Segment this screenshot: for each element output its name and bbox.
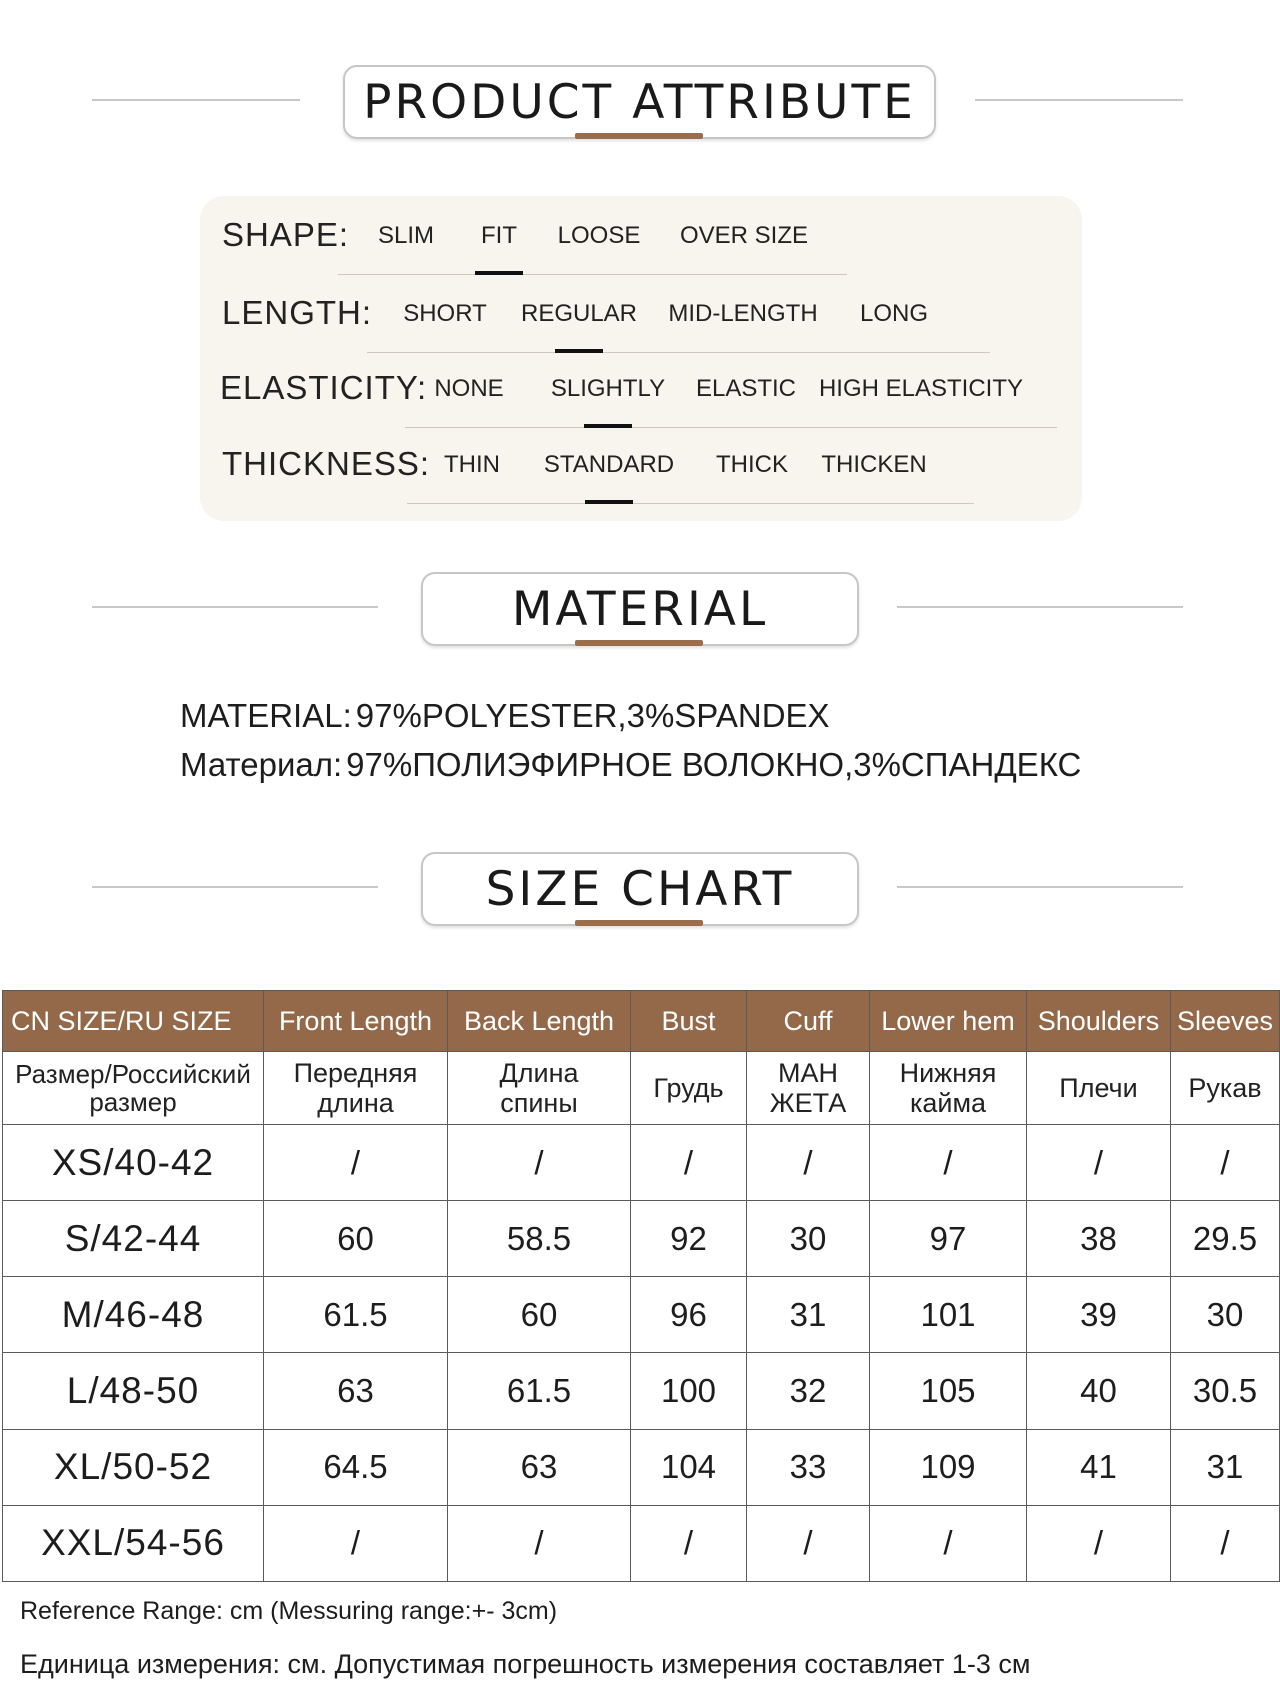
measurement-cell: / <box>870 1505 1027 1581</box>
column-header: CN SIZE/RU SIZE <box>3 991 264 1052</box>
attribute-baseline <box>407 503 974 504</box>
measurement-cell: / <box>264 1505 448 1581</box>
attribute-option: THIN <box>444 451 500 478</box>
column-header-ru <box>3 1052 264 1125</box>
column-header-ru-line: Передняя <box>293 1058 418 1088</box>
reference-range-note-ru: Единица измерения: см. Допустимая погрешность измерения составляет 1-3 см <box>20 1649 1031 1679</box>
attribute-option: OVER SIZE <box>679 222 809 249</box>
measurement-cell: 38 <box>1027 1201 1171 1277</box>
attribute-row <box>200 294 1082 354</box>
attribute-label: ELASTICITY: <box>220 369 428 406</box>
size-chart-table <box>2 990 1280 1582</box>
material-en-value: 97%POLYESTER,3%SPANDEX <box>355 697 830 734</box>
measurement-cell: 30 <box>747 1201 870 1277</box>
column-header-ru <box>631 1052 747 1125</box>
product-attribute-title: PRODUCT ATTRIBUTE <box>343 65 936 139</box>
measurement-cell: / <box>448 1505 631 1581</box>
material-ru-label: Материал: <box>180 746 343 783</box>
attribute-option: NONE <box>434 375 504 402</box>
column-header-ru-line: Нижняя <box>899 1058 997 1088</box>
attribute-row <box>200 445 1082 505</box>
title-underline <box>575 640 703 646</box>
attribute-option: FIT <box>481 222 517 249</box>
measurement-cell: 39 <box>1027 1277 1171 1353</box>
column-header: Sleeves <box>1171 991 1280 1052</box>
column-header-ru-line: ЖЕТА <box>769 1088 847 1118</box>
size-label-cell: S/42-44 <box>3 1201 264 1277</box>
attribute-option: SLIGHTLY <box>550 375 666 402</box>
column-header-ru-line: Длина <box>499 1058 579 1088</box>
measurement-cell: 60 <box>448 1277 631 1353</box>
attribute-label: SHAPE: <box>222 216 350 253</box>
measurement-cell: 101 <box>870 1277 1027 1353</box>
size-chart-title: SIZE CHART <box>421 852 859 926</box>
selected-option-marker <box>585 500 633 504</box>
selected-option-marker <box>475 271 523 275</box>
measurement-cell: 40 <box>1027 1353 1171 1429</box>
measurement-cell: 63 <box>264 1353 448 1429</box>
material-ru <box>180 746 1085 784</box>
measurement-cell: 29.5 <box>1171 1201 1280 1277</box>
divider-line <box>92 606 378 608</box>
column-header-ru-line: Плечи <box>1059 1073 1138 1103</box>
size-label-cell: XS/40-42 <box>3 1125 264 1201</box>
measurement-cell: 58.5 <box>448 1201 631 1277</box>
attribute-option: THICK <box>716 451 788 478</box>
measurement-cell: 92 <box>631 1201 747 1277</box>
column-header: Back Length <box>448 991 631 1052</box>
column-header-ru-line: Рукав <box>1188 1073 1262 1103</box>
table-row <box>3 1505 1280 1581</box>
column-header-ru <box>1027 1052 1171 1125</box>
measurement-cell: / <box>448 1125 631 1201</box>
size-label-cell: XXL/54-56 <box>3 1505 264 1581</box>
measurement-cell: 105 <box>870 1353 1027 1429</box>
attribute-option: STANDARD <box>543 451 675 478</box>
measurement-cell: 109 <box>870 1429 1027 1505</box>
attribute-baseline <box>367 352 990 353</box>
size-label-cell: XL/50-52 <box>3 1429 264 1505</box>
selected-option-marker <box>584 424 632 428</box>
measurement-cell: 41 <box>1027 1429 1171 1505</box>
measurement-cell: / <box>870 1125 1027 1201</box>
material-ru-value: 97%ПОЛИЭФИРНОЕ ВОЛОКНО,3%СПАНДЕКС <box>346 746 1082 783</box>
selected-option-marker <box>555 349 603 353</box>
attribute-option: SLIM <box>377 222 435 249</box>
column-header-ru <box>747 1052 870 1125</box>
material-en-label: MATERIAL: <box>180 697 352 734</box>
attribute-option: HIGH ELASTICITY <box>818 375 1024 402</box>
column-header: Bust <box>631 991 747 1052</box>
divider-line <box>897 606 1183 608</box>
measurement-cell: / <box>1171 1125 1280 1201</box>
column-header-ru-line: спины <box>500 1088 578 1118</box>
column-header-ru-line: кайма <box>909 1088 987 1118</box>
table-header-row <box>3 991 1280 1052</box>
size-label-cell: L/48-50 <box>3 1353 264 1429</box>
attribute-option: REGULAR <box>520 300 638 327</box>
column-header-ru <box>448 1052 631 1125</box>
column-header-ru-line: МАН <box>778 1058 838 1088</box>
measurement-cell: / <box>747 1125 870 1201</box>
attribute-option: THICKEN <box>821 451 927 478</box>
measurement-cell: 60 <box>264 1201 448 1277</box>
column-header-ru <box>1171 1052 1280 1125</box>
divider-line <box>92 886 378 888</box>
measurement-cell: 32 <box>747 1353 870 1429</box>
measurement-cell: / <box>631 1125 747 1201</box>
attribute-option: LONG <box>859 300 929 327</box>
column-header: Front Length <box>264 991 448 1052</box>
attribute-row <box>200 216 1082 276</box>
measurement-cell: 30.5 <box>1171 1353 1280 1429</box>
measurement-cell: 64.5 <box>264 1429 448 1505</box>
divider-line <box>897 886 1183 888</box>
material-title: MATERIAL <box>421 572 859 646</box>
attribute-option: ELASTIC <box>695 375 797 402</box>
column-header: Shoulders <box>1027 991 1171 1052</box>
measurement-cell: 31 <box>1171 1429 1280 1505</box>
title-underline <box>575 920 703 926</box>
attribute-option: LOOSE <box>557 222 641 249</box>
table-row <box>3 1201 1280 1277</box>
column-header-ru-line: длина <box>317 1088 394 1118</box>
title-underline <box>575 133 703 139</box>
measurement-cell: / <box>747 1505 870 1581</box>
measurement-cell: 31 <box>747 1277 870 1353</box>
material-en <box>180 697 834 735</box>
measurement-cell: 63 <box>448 1429 631 1505</box>
measurement-cell: 30 <box>1171 1277 1280 1353</box>
product-attribute-panel <box>200 196 1082 521</box>
column-header: Cuff <box>747 991 870 1052</box>
measurement-cell: / <box>264 1125 448 1201</box>
measurement-cell: 100 <box>631 1353 747 1429</box>
reference-range-note: Reference Range: cm (Messuring range:+- 3cm) <box>20 1597 558 1625</box>
column-header-ru-line: Грудь <box>653 1073 724 1103</box>
measurement-cell: 96 <box>631 1277 747 1353</box>
table-row <box>3 1353 1280 1429</box>
measurement-cell: / <box>1171 1505 1280 1581</box>
measurement-cell: 104 <box>631 1429 747 1505</box>
measurement-cell: / <box>1027 1125 1171 1201</box>
attribute-baseline <box>405 427 1057 428</box>
measurement-cell: 61.5 <box>264 1277 448 1353</box>
table-row <box>3 1429 1280 1505</box>
attribute-option: SHORT <box>403 300 487 327</box>
measurement-cell: / <box>1027 1505 1171 1581</box>
column-header-ru <box>870 1052 1027 1125</box>
measurement-cell: 97 <box>870 1201 1027 1277</box>
divider-line <box>92 99 300 101</box>
table-row <box>3 1277 1280 1353</box>
attribute-label: LENGTH: <box>222 294 373 331</box>
measurement-cell: 33 <box>747 1429 870 1505</box>
column-header-ru-line: Размер/Российский <box>15 1059 251 1089</box>
column-header: Lower hem <box>870 991 1027 1052</box>
column-header-ru-line: размер <box>89 1087 177 1117</box>
measurement-cell: / <box>631 1505 747 1581</box>
measurement-cell: 61.5 <box>448 1353 631 1429</box>
attribute-baseline <box>338 274 847 275</box>
column-header-ru <box>264 1052 448 1125</box>
table-header-row-ru <box>3 1052 1280 1125</box>
attribute-label: THICKNESS: <box>222 445 431 482</box>
attribute-option: MID-LENGTH <box>668 300 818 327</box>
divider-line <box>975 99 1183 101</box>
size-label-cell: M/46-48 <box>3 1277 264 1353</box>
attribute-row <box>200 369 1082 429</box>
table-row <box>3 1125 1280 1201</box>
